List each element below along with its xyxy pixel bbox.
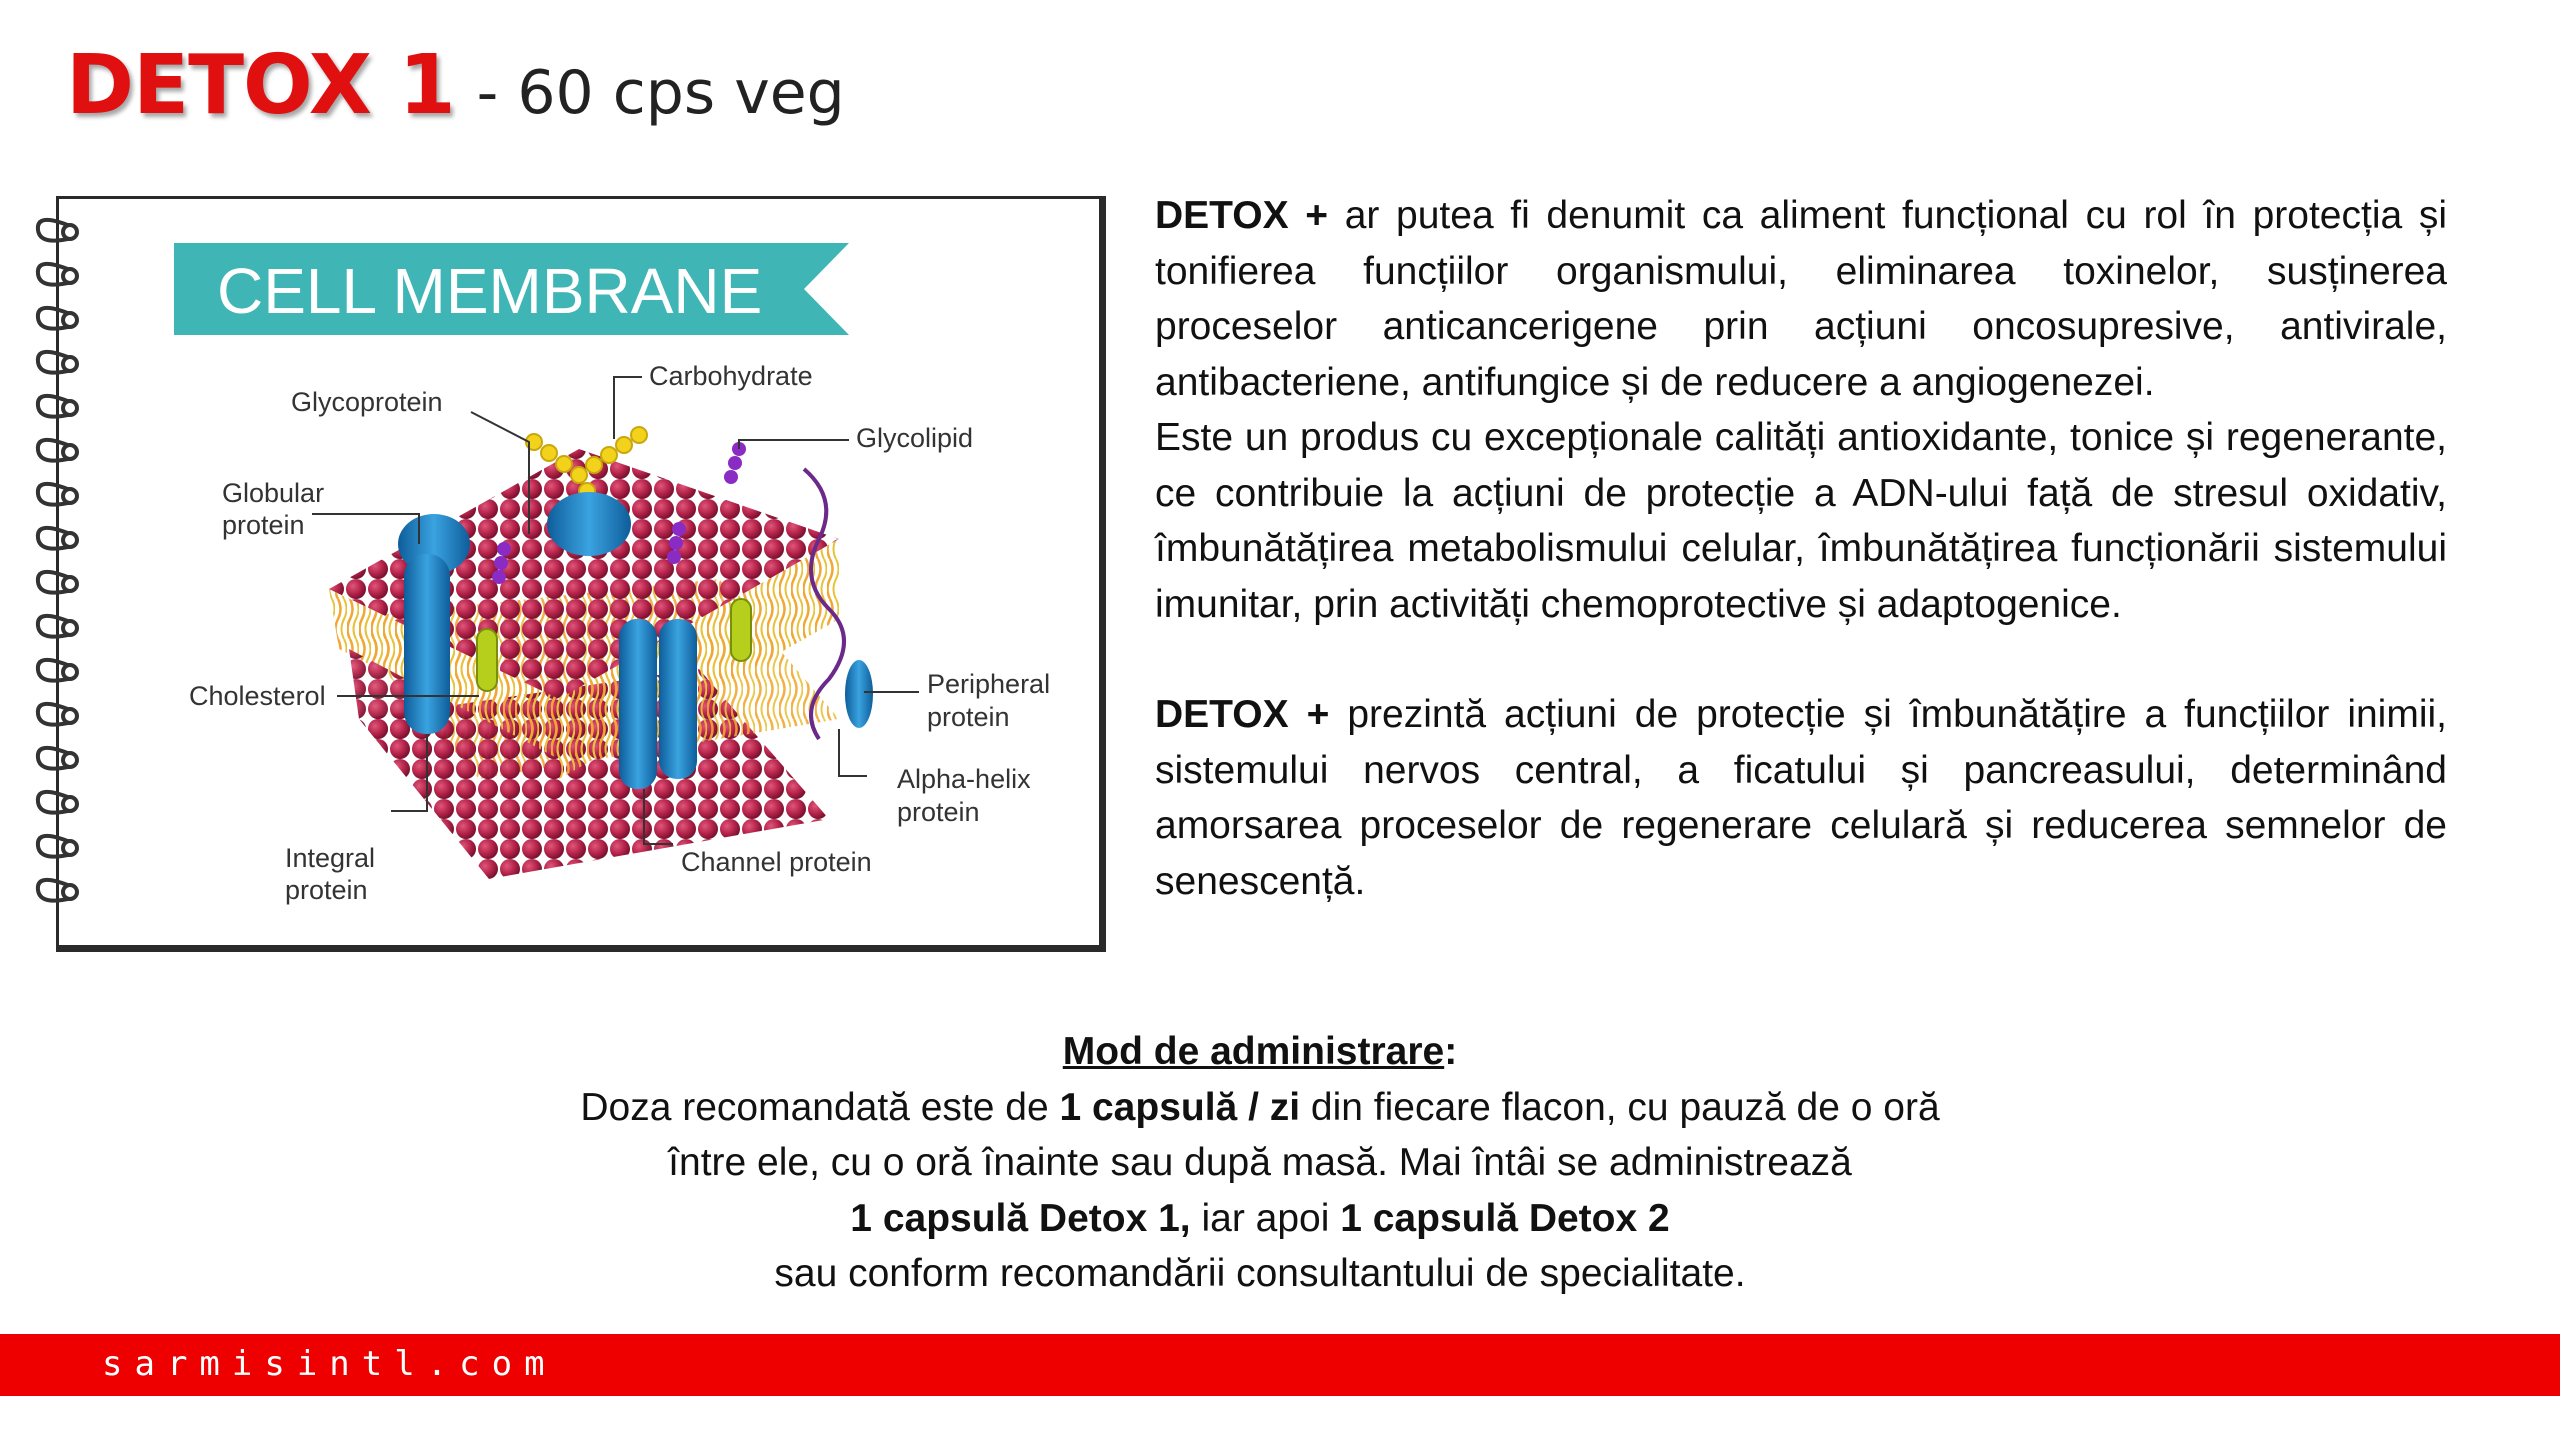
label-alpha-1: Alpha-helix [897,764,1031,794]
cell-membrane-figure [28,196,1088,960]
brand-bold: DETOX + [1155,693,1330,736]
dose-bold: 1 capsulă Detox 2 [1340,1196,1670,1240]
spiral-ring [38,704,77,725]
description-text-3: prezintă acțiuni de protecție și îmbunătățire a funcțiilor inimii, sistemului nervos central, a ficatului și pancreasului, determinând amorsarea proceselor de regenerare celulară și reducerea semnelor de senescență. [1155,693,2447,903]
banner-title: CELL MEMBRANE [217,255,763,327]
description-paragraph-3 [1155,687,2447,909]
administration-line-4: sau conform recomandării consultantului de specialitate. [774,1252,1746,1295]
spiral-ring [38,264,77,285]
notebook-page [56,196,1106,952]
label-globular-1: Globular [222,478,325,508]
administration-section [440,1024,2080,1302]
spiral-ring [38,572,77,593]
page-title [66,38,845,148]
spiral-ring [38,440,77,461]
spiral-ring [38,616,77,637]
product-subtitle: - 60 cps veg [476,58,845,128]
spiral-ring [38,220,77,241]
spiral-ring [38,836,77,857]
admin-text: iar apoi [1190,1196,1341,1240]
dose-bold: 1 capsulă Detox 1, [850,1196,1191,1240]
footer-bar [0,1334,2560,1396]
administration-title [440,1024,2080,1080]
label-alpha-2: protein [897,797,980,827]
label-glycolipid: Glycolipid [856,423,974,453]
administration-heading: Mod de administrare [1062,1030,1445,1073]
integral-protein [404,554,450,734]
cell-membrane-illustration [59,199,1099,945]
label-peripheral-2: protein [927,702,1010,732]
label-integral-2: protein [285,875,368,905]
description-text-2: Este un produs cu excepționale calități antioxidante, tonice și regenerante, ce contribuie la acțiuni de protecție a ADN-ului față de stresul oxidativ, îmbunătățirea metabolismului celular, îmbunătățirea funcționării sistemului imunitar, prin activități chemoprotective și adaptogenice. [1155,416,2447,626]
spiral-ring [38,396,77,417]
spiral-ring [38,352,77,373]
spiral-ring [38,880,77,901]
spiral-ring [38,484,77,505]
label-cholesterol: Cholesterol [189,681,326,711]
notebook-spiral [28,210,88,950]
peripheral-protein [845,660,873,728]
spiral-ring [38,660,77,681]
admin-text: din fiecare flacon, cu pauză de o oră [1300,1085,1940,1129]
footer-website[interactable]: sarmisintl.com [102,1344,557,1384]
description-paragraph-1 [1155,188,2447,410]
label-integral-1: Integral [285,843,376,873]
administration-line-1 [440,1080,2080,1136]
label-globular-2: protein [222,510,305,540]
product-description [1155,188,2447,909]
description-paragraph-2 [1155,410,2447,632]
administration-line-2: între ele, cu o oră înainte sau după masă. Mai întâi se administrează [668,1141,1852,1184]
label-carbohydrate: Carbohydrate [649,361,813,391]
spiral-ring [38,748,77,769]
administration-colon: : [1444,1030,1458,1073]
label-glycoprotein: Glycoprotein [291,387,443,417]
administration-line-3 [440,1191,2080,1247]
dose-bold: 1 capsulă / zi [1059,1085,1301,1129]
spiral-ring [38,792,77,813]
product-name: DETOX 1 [66,38,455,133]
admin-text: Doza recomandată este de [580,1085,1060,1129]
brand-bold: DETOX + [1155,194,1329,237]
label-peripheral-1: Peripheral [927,669,1051,699]
spiral-ring [38,308,77,329]
label-channel: Channel protein [681,847,872,877]
spiral-ring [38,528,77,549]
description-text-1: ar putea fi denumit ca aliment funcțional cu rol în protecția și tonifierea funcțiilor organismului, eliminarea toxinelor, susținerea proceselor anticancerigene prin acțiuni oncosupresive, antivirale, antibacteriene, antifungice și de reducere a angiogenezei. [1155,194,2447,404]
